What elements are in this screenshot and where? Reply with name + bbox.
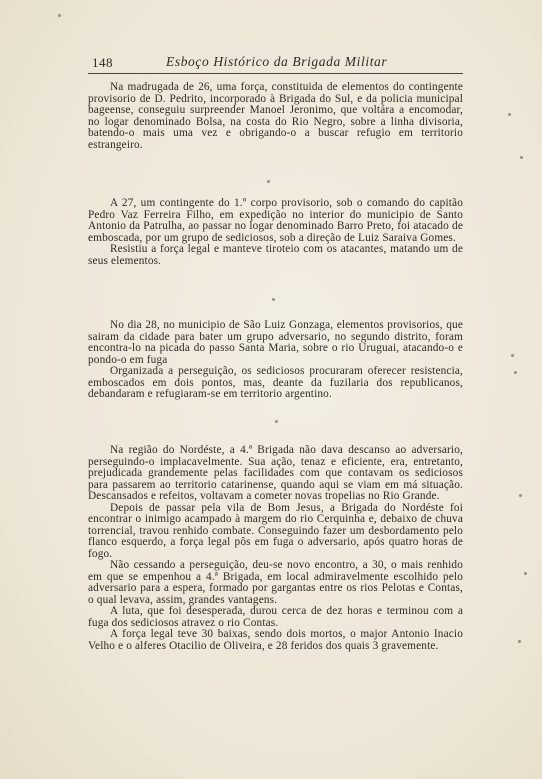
paragraph: Resistiu a força legal e manteve tiroteio com os atacantes, matando um de seus elementos.: [88, 243, 463, 267]
scan-speck: [511, 354, 514, 357]
page-header: [88, 53, 463, 74]
scan-speck: [272, 298, 275, 301]
paragraph: A luta, que foi desesperada, durou cerca de dez horas e terminou com a fuga dos sediciosos atravez o rio Contas.: [88, 605, 463, 629]
text-section: [88, 320, 463, 401]
scan-speck: [58, 14, 61, 17]
paragraph: Na madrugada de 26, uma força, constituida de elementos do contingente provisorio de D. Pedrito, incorporado à Brigada do Sul, e da policia municipal bageense, conseguiu surpreender Manoel Jeronimo, que voltára a encomodar, no logar denominado Bolsa, na costa do Rio Negro, sobre a linha divisoria, batendo-o mais uma vez e obrigando-o a buscar refugio em territorio estrangeiro.: [88, 81, 463, 151]
text-section: [88, 82, 463, 151]
scan-speck: [520, 156, 523, 159]
running-title: Esboço Histórico da Brigada Militar: [166, 54, 388, 69]
paragraph: A força legal teve 30 baixas, sendo dois mortos, o major Antonio Inacio Velho e o alferes Otacilio de Oliveira, e 28 feridos dos quais 3 gravemente.: [88, 628, 463, 652]
text-section: [88, 445, 463, 652]
paragraph: Depois de passar pela vila de Bom Jesus, a Brigada do Nordéste foi encontrar o inimigo acampado à margem do rio Cerquinha e, debaixo de chuva torrencial, travou renhido combate. Conseguindo fazer um desbordamento pelo flanco esquerdo, a força legal pôs em fuga o adversario, após quatro horas de fogo.: [88, 501, 463, 560]
scan-speck: [267, 180, 270, 183]
paragraph: Organizada a perseguição, os sediciosos procuraram oferecer resistencia, emboscados em dois pontos, mas, deante da fuzilaria dos republicanos, debandaram e refugiaram-se em territorio argentino.: [88, 365, 463, 400]
scan-speck: [275, 420, 278, 423]
scan-speck: [514, 371, 517, 374]
scan-speck: [508, 113, 511, 116]
scan-speck: [518, 640, 521, 643]
paragraph: Não cessando a perseguição, deu-se novo encontro, a 30, o mais renhido em que se empenhou a 4.ª Brigada, em local admiravelmente escolhido pelo adversario para a espera, formado por gargantas entre os rios Pelotas e Contas, o qual levava, assim, grandes vantagens.: [88, 559, 463, 606]
scan-speck: [519, 494, 522, 497]
page-number: 148: [92, 55, 113, 70]
paragraph: No dia 28, no municipio de São Luiz Gonzaga, elementos provisorios, que sairam da cidade para bater um grupo adversario, no segundo distrito, foram encontra-lo na picada do passo Santa Maria, sobre o rio Uruguai, atacando-o e pondo-o em fuga: [88, 319, 463, 366]
scan-speck: [524, 572, 527, 575]
paragraph: Na região do Nordéste, a 4.ª Brigada não dava descanso ao adversario, perseguindo-o implacavelmente. Sua ação, tenaz e eficiente, era, entretanto, prejudicada grandemente pelas facilidades com que contavam os sediciosos para passarem ao territorio catarinense, quando aqui se viam em má situação. Descansados e refeitos, voltavam a cometer novas tropelias no Rio Grande.: [88, 444, 463, 502]
paragraph: A 27, um contingente do 1.º corpo provisorio, sob o comando do capitão Pedro Vaz Ferreira Filho, em expedição no interior do municipio de Santo Antonio da Patrulha, ao passar no logar denominado Barro Preto, foi atacado de emboscada, por um grupo de sediciosos, sob a direção de Luiz Saraiva Gomes.: [88, 197, 463, 244]
text-section: [88, 198, 463, 267]
